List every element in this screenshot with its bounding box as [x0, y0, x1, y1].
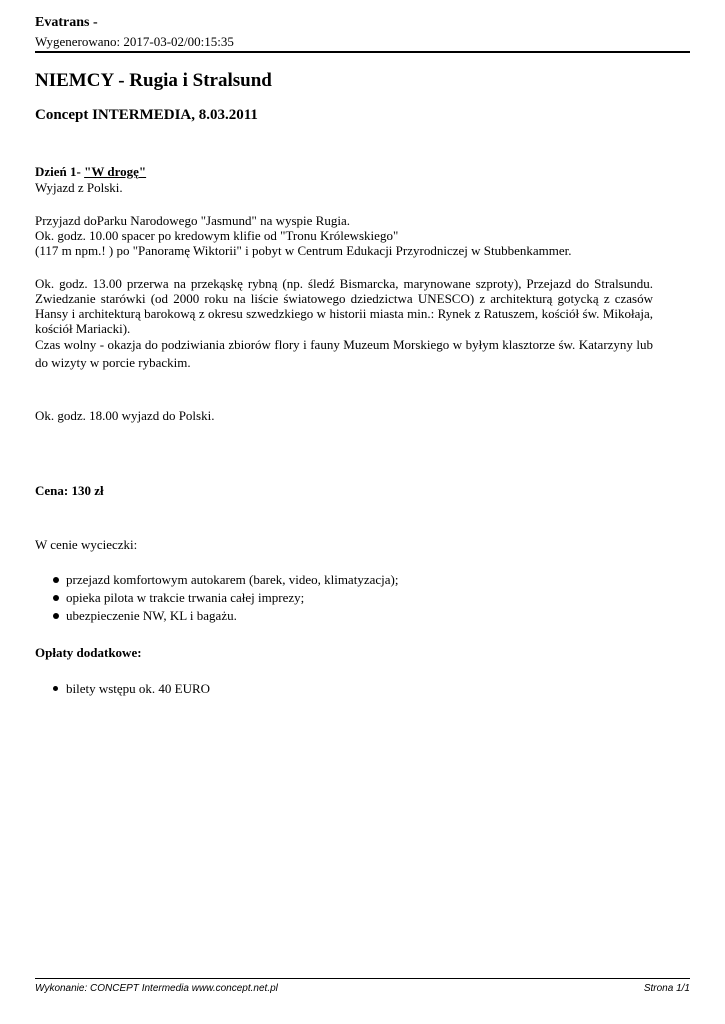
price: Cena: 130 zł: [35, 483, 104, 498]
extra-fees-heading: Opłaty dodatkowe:: [35, 645, 142, 660]
header-generated-date: Wygenerowano: 2017-03-02/00:15:35: [35, 34, 234, 49]
list-item: bilety wstępu ok. 40 EURO: [50, 680, 650, 698]
header-divider: [35, 51, 690, 53]
day-heading: [35, 164, 653, 179]
footer-page-number: Strona 1/1: [643, 983, 690, 994]
bullet-icon: [53, 577, 59, 583]
arrival-line-3: (117 m npm.! ) po "Panoramę Wiktorii" i pobyt w Centrum Edukacji Przyrodniczej w Stubbenkammer.: [35, 243, 572, 258]
arrival-line-2: Ok. godz. 10.00 spacer po kredowym klifie od "Tronu Królewskiego": [35, 228, 399, 243]
included-list: [50, 571, 650, 625]
page-title: NIEMCY - Rugia i Stralsund: [35, 70, 272, 91]
extra-fees-list: [50, 680, 650, 698]
stralsund-paragraph: Ok. godz. 13.00 przerwa na przekąskę rybną (np. śledź Bismarcka, marynowane szproty), Przejazd do Stralsundu. Zwiedzanie starówki (od 2000 roku na liście światowego dziedzictwa UNESCO) z architekturą gotycką z czasów Hansy i architekturą barokową z okresu szwedzkiego w historii miasta min.: Rynek z Ratuszem, kościół św. Mikołaja, kościół Mariacki).: [35, 276, 653, 336]
list-item: ubezpieczenie NW, KL i bagażu.: [50, 607, 650, 625]
footer-credit: Wykonanie: CONCEPT Intermedia www.concept.net.pl: [35, 983, 278, 994]
free-time-paragraph: Czas wolny - okazja do podziwiania zbiorów flory i fauny Muzeum Morskiego w byłym klasztorze św. Katarzyny lub do wizyty w porcie rybackim.: [35, 337, 653, 370]
arrival-line-1: Przyjazd doParku Narodowego "Jasmund" na wyspie Rugia.: [35, 213, 350, 228]
day-label: Dzień 1-: [35, 164, 81, 179]
list-item: przejazd komfortowym autokarem (barek, video, klimatyzacja);: [50, 571, 650, 589]
bullet-icon: [53, 613, 59, 619]
bullet-icon: [53, 595, 59, 601]
bullet-icon: [53, 686, 58, 691]
day-name: "W drogę": [84, 164, 147, 179]
included-heading: W cenie wycieczki:: [35, 537, 138, 552]
departure-line: Wyjazd z Polski.: [35, 180, 123, 195]
return-line: Ok. godz. 18.00 wyjazd do Polski.: [35, 408, 215, 423]
header-company: Evatrans -: [35, 15, 98, 30]
footer-divider: [35, 978, 690, 979]
list-item: opieka pilota w trakcie trwania całej imprezy;: [50, 589, 650, 607]
page-subtitle: Concept INTERMEDIA, 8.03.2011: [35, 107, 258, 123]
